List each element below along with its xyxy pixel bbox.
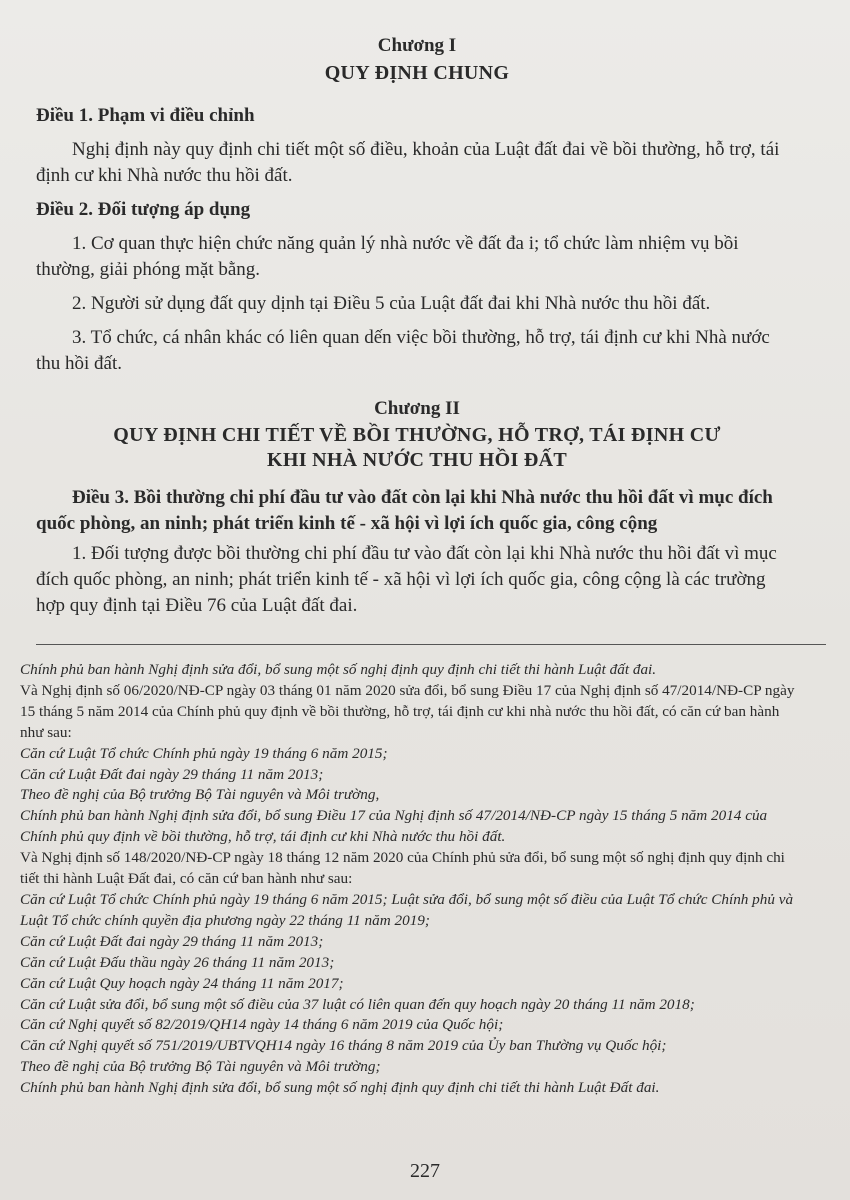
footnote-line: Chính phủ ban hành Nghị định sửa đổi, bổ sung một số nghị định quy định chi tiết thi hành Luật Đất đai. bbox=[20, 1079, 660, 1097]
footnote-divider bbox=[36, 644, 826, 645]
chapter-2-number: Chương II bbox=[374, 398, 460, 419]
article-1-heading: Điều 1. Phạm vi điều chỉnh bbox=[36, 105, 255, 126]
footnote-line: Theo đề nghị của Bộ trưởng Bộ Tài nguyên và Môi trường; bbox=[20, 1058, 381, 1076]
chapter-2-title-line-1: QUY ĐỊNH CHI TIẾT VỀ BỒI THƯỜNG, HỖ TRỢ, TÁI ĐỊNH CƯ bbox=[113, 424, 721, 446]
chapter-2-title-line-2: KHI NHÀ NƯỚC THU HỒI ĐẤT bbox=[266, 449, 567, 471]
footnote-line: Căn cứ Luật Quy hoạch ngày 24 tháng 11 năm 2017; bbox=[20, 974, 344, 992]
article-3-text: 1. Đối tượng được bồi thường chi phí đầu tư vào đất còn lại khi Nhà nước thu hồi đất vì mục đích quốc phòng, an ninh; phát triển kinh tế - xã hội vì lợi ích quốc gia, công cộng là các trường hợp quy định tại Điều 76 của Luật đất đai. bbox=[36, 543, 777, 616]
footnote-line: Căn cứ Luật Tổ chức Chính phủ ngày 19 tháng 6 năm 2015; Luật sửa đổi, bổ sung một số điều của Luật Tổ chức Chính phủ và Luật Tổ chức chính quyền địa phương ngày 22 tháng 11 năm 2019; bbox=[20, 890, 794, 929]
footnote-line: Căn cứ Nghị quyết số 82/2019/QH14 ngày 14 tháng 6 năm 2019 của Quốc hội; bbox=[20, 1016, 504, 1034]
page-number: 227 bbox=[410, 1160, 440, 1182]
main-content bbox=[36, 34, 798, 619]
footnote-line: Và Nghị định số 06/2020/NĐ-CP ngày 03 tháng 01 năm 2020 sửa đổi, bổ sung Điều 17 của Nghị định số 47/2014/NĐ-CP ngày 15 tháng 5 năm 2014 của Chính phủ quy định về bồi thường, hỗ trợ, tái định cư khi nhà nước thu hồi đất, có căn cứ ban hành như sau: bbox=[20, 681, 795, 741]
footnote-line: Căn cứ Luật Đấu thầu ngày 26 tháng 11 năm 2013; bbox=[20, 953, 335, 971]
footnotes bbox=[20, 660, 800, 1099]
footnote-line: Theo đề nghị của Bộ trưởng Bộ Tài nguyên và Môi trường, bbox=[20, 786, 380, 804]
article-1-text: Nghị định này quy định chi tiết một số điều, khoản của Luật đất đai về bồi thường, hỗ trợ, tái định cư khi Nhà nước thu hồi đất. bbox=[36, 139, 780, 186]
footnote-line: Căn cứ Luật sửa đổi, bổ sung một số điều của 37 luật có liên quan đến quy hoạch ngày 20 tháng 11 năm 2018; bbox=[20, 995, 695, 1013]
chapter-1-number: Chương I bbox=[377, 35, 457, 56]
article-2-item-3: 3. Tổ chức, cá nhân khác có liên quan dến việc bồi thường, hỗ trợ, tái định cư khi Nhà nước thu hồi đất. bbox=[36, 327, 770, 374]
footnote-line: Căn cứ Luật Tổ chức Chính phủ ngày 19 tháng 6 năm 2015; bbox=[20, 744, 388, 762]
footnote-line: Căn cứ Luật Đất đai ngày 29 tháng 11 năm 2013; bbox=[20, 932, 324, 950]
footnote-line: Căn cứ Nghị quyết số 751/2019/UBTVQH14 ngày 16 tháng 8 năm 2019 của Ủy ban Thường vụ Quốc hội; bbox=[20, 1037, 667, 1055]
footnote-line: Và Nghị định số 148/2020/NĐ-CP ngày 18 tháng 12 năm 2020 của Chính phủ sửa đổi, bổ sung một số nghị định quy định chi tiết thi hành Luật Đất đai, có căn cứ ban hành như sau: bbox=[20, 849, 785, 888]
article-2-item-2: 2. Người sử dụng đất quy dịnh tại Điều 5 của Luật đất đai khi Nhà nước thu hồi đất. bbox=[72, 293, 711, 314]
article-3-heading: Điều 3. Bồi thường chi phí đầu tư vào đất còn lại khi Nhà nước thu hồi đất vì mục đích quốc phòng, an ninh; phát triển kinh tế - xã hội vì lợi ích quốc gia, công cộng bbox=[36, 487, 773, 534]
footnote-line: Căn cứ Luật Đất đai ngày 29 tháng 11 năm 2013; bbox=[20, 765, 324, 783]
footnote-line: Chính phủ ban hành Nghị định sửa đổi, bổ sung một số nghị định quy định chi tiết thi hành Luật đất đai. bbox=[20, 661, 657, 678]
chapter-1-title: QUY ĐỊNH CHUNG bbox=[324, 62, 510, 84]
footnote-line: Chính phủ ban hành Nghị định sửa đổi, bổ sung Điều 17 của Nghị định số 47/2014/NĐ-CP ngày 15 tháng 5 năm 2014 của Chính phủ quy định về bồi thường, hỗ trợ, tái định cư khi Nhà nước thu hồi đất. bbox=[20, 807, 768, 846]
article-2-heading: Điều 2. Đối tượng áp dụng bbox=[36, 199, 251, 220]
article-2-item-1: 1. Cơ quan thực hiện chức năng quản lý nhà nước về đất đa i; tổ chức làm nhiệm vụ bồi thường, giải phóng mặt bằng. bbox=[36, 233, 739, 280]
